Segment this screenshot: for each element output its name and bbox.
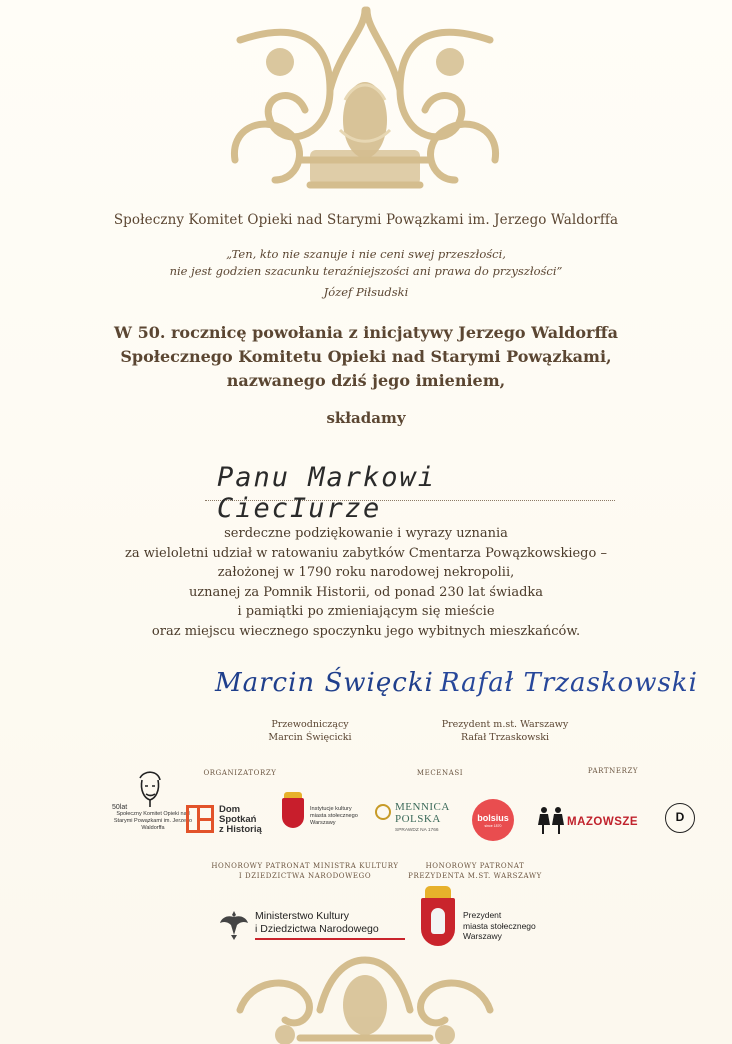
patrons-label: MECENASI	[416, 769, 464, 777]
mennica-since: SPRAWDZ NA 1766	[395, 828, 439, 833]
organizers-label: ORGANIZATORZY	[203, 769, 277, 777]
headline	[0, 321, 732, 393]
body-line-6: oraz miejscu wiecznego spoczynku jego wybitnych mieszkańców.	[151, 623, 581, 639]
body-line-4: uznanej za Pomnik Historii, od ponad 230 lat świadka	[188, 584, 544, 600]
inst-line-1: Instytucje kultury	[310, 806, 352, 812]
headline-line-1: W 50. rocznicę powołania z inicjatywy Jerzego Waldorffa	[114, 323, 618, 342]
mennica-polska-logo	[375, 801, 465, 841]
bolsius-sub: since 1870	[484, 824, 502, 828]
headline-line-3: nazwanego dziś jego imieniem,	[226, 371, 506, 390]
president-patronage-label	[400, 861, 550, 881]
ministry-patronage-label	[210, 861, 400, 881]
quote-line-1: „Ten, kto nie szanuje i nie ceni swej przeszłości,	[226, 247, 506, 261]
bolsius-text: bolsius	[477, 813, 509, 823]
recipient-handwritten-name: Panu Markowi CiecIurze	[217, 462, 437, 524]
top-ornament-icon	[0, 0, 732, 205]
left-name: Marcin Święcicki	[268, 732, 352, 743]
ministry-underline	[255, 938, 405, 940]
right-role: Prezydent m.st. Warszawy	[441, 719, 569, 730]
president-line-3: Warszawy	[463, 931, 502, 941]
waldorff-committee-logo	[112, 768, 194, 838]
right-name: Rafał Trzaskowski	[460, 732, 549, 743]
mazowsze-text: MAZOWSZE	[567, 816, 639, 828]
mazowsze-logo	[534, 803, 644, 837]
president-warsaw-logo	[421, 886, 571, 956]
quote-line-2: nie jest godzien szacunku teraźniejszości ani prawa do przyszłości”	[169, 264, 563, 278]
mennica-text	[395, 801, 450, 825]
instytucje-text	[310, 806, 358, 827]
waldorff-portrait-icon	[130, 768, 170, 808]
body-line-3: założonej w 1790 roku narodowej nekropolii,	[217, 565, 515, 580]
headline-line-2: Społecznego Komitetu Opieki nad Starymi Powązkami,	[120, 347, 612, 366]
body-line-5: i pamiątki po zmieniającym się mieście	[237, 604, 495, 619]
bolsius-logo	[472, 799, 514, 841]
inst-line-2: miasta stołecznego	[310, 813, 358, 819]
president-line-1: Prezydent	[463, 910, 502, 920]
ministry-line-1: Ministerstwo Kultury	[255, 910, 349, 922]
ministry-text	[255, 910, 379, 935]
right-signature-caption	[430, 718, 580, 744]
dancers-icon	[534, 805, 568, 835]
warsaw-shield-icon	[282, 798, 304, 828]
mennica-line-2: POLSKA	[395, 813, 441, 825]
bottom-ornament-icon	[0, 950, 732, 1044]
president-text	[463, 910, 536, 942]
partners-label: PARTNERZY	[587, 767, 639, 775]
waldorff-fifty: 50lat	[112, 804, 128, 811]
dom-spotkan-logo	[186, 804, 268, 836]
dom-spotkan-text	[219, 805, 262, 835]
body-line-1: serdeczne podziękowanie i wyrazy uznania	[224, 526, 508, 541]
ministry-label-line-2: I DZIEDZICTWA NARODOWEGO	[238, 872, 372, 880]
president-label-line-2: PREZYDENTA M.ST. WARSZAWY	[408, 872, 542, 880]
teatr-letter: D	[675, 810, 685, 824]
eagle-icon	[218, 907, 250, 941]
ministry-logo	[218, 905, 398, 953]
left-signature: Marcin Święcki	[215, 668, 434, 698]
waldorff-caption: Społeczny Komitet Opieki nad Starymi Powązkami im. Jerzego Waldorffa	[113, 811, 193, 831]
president-line-2: miasta stołecznego	[463, 920, 536, 931]
inst-line-3: Warszawy	[310, 820, 336, 826]
right-signature: Rafał Trzaskowski	[440, 668, 698, 698]
dom-line-2: Spotkań	[219, 814, 257, 825]
dom-spotkan-mark-icon	[186, 805, 214, 833]
coin-icon	[375, 804, 391, 820]
skladamy-text: składamy	[326, 409, 406, 427]
recipient-line	[205, 462, 615, 524]
dom-line-3: z Historią	[219, 824, 262, 835]
organization-title: Społeczny Komitet Opieki nad Starymi Powązkami im. Jerzego Waldorffa	[113, 212, 619, 228]
dom-line-1: Dom	[219, 804, 241, 815]
president-label-line-1: HONOROWY PATRONAT	[425, 862, 525, 870]
instytucje-kultury-logo	[282, 796, 372, 838]
left-role: Przewodniczący	[271, 719, 349, 730]
body-line-2: za wieloletni udział w ratowaniu zabytków Cmentarza Powązkowskiego –	[125, 545, 607, 561]
mennica-line-1: MENNICA	[395, 801, 450, 813]
left-signature-caption	[240, 718, 380, 744]
teatr-dramatyczny-logo	[659, 797, 701, 839]
ministry-line-2: i Dziedzictwa Narodowego	[255, 922, 379, 935]
ministry-label-line-1: HONOROWY PATRONAT MINISTRA KULTURY	[211, 862, 399, 870]
quote	[0, 246, 732, 280]
mermaid-icon	[431, 908, 445, 934]
body-text	[0, 524, 732, 641]
quote-author: Józef Piłsudski	[323, 285, 409, 299]
